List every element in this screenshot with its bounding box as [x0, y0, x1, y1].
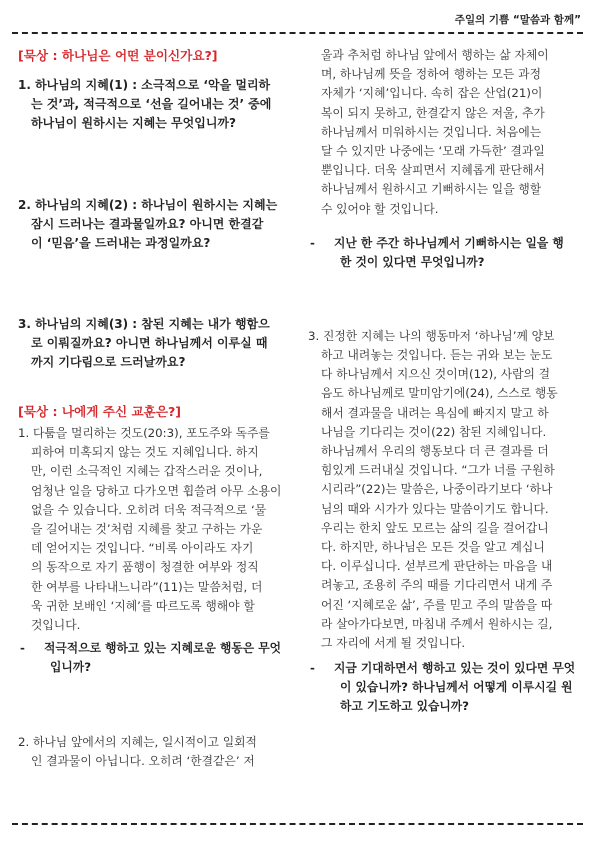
answer-3-line: 3. 진정한 지혜는 나의 행동마저 ‘하나님’께 양보: [308, 328, 555, 343]
question-3-line-2: 로 이뤄질까요? 아니면 하나님께서 이루실 때: [31, 336, 268, 350]
answer-3-line: 우리는 한치 앞도 모르는 삶의 길을 걸어갑니: [321, 520, 549, 535]
right-column: [308, 46, 580, 716]
question-3-line-1: 3. 하나님의 지혜(3) : 참된 지혜는 내가 행함으: [18, 317, 270, 331]
answer-1-line: 피하여 미혹되지 않는 것도 지혜입니다. 하지: [31, 445, 259, 460]
answer-3-line: 하고 내려놓는 것입니다. 듣는 귀와 보는 눈도: [321, 348, 553, 363]
answer-2-line: 달 수 있지만 나중에는 ‘모래 가득한’ 결과일: [321, 144, 545, 159]
answer-3-line: 음도 하나님께로 말미암기에(24), 스스로 행동: [321, 386, 558, 401]
answer-1-line: 의 동작으로 자기 품행이 청결한 여부와 정직: [31, 560, 259, 575]
section-title-meditation-god: [묵상 : 하나님은 어떤 분이신가요?]: [18, 48, 218, 63]
question-1-line-2: 는 것’과, 적극적으로 ‘선을 길어내는 것’ 중에: [31, 97, 272, 111]
discussion-3-line-1: 지금 기대하면서 행하고 있는 것이 있다면 무엇: [334, 661, 576, 676]
question-3-line-3: 까지 기다림으로 드러날까요?: [31, 355, 186, 369]
section-title-lesson: [묵상 : 나에게 주신 교훈은?]: [18, 404, 182, 419]
discussion-3-line-2: 이 있습니까? 하나님께서 어떻게 이루시길 원: [340, 680, 573, 695]
answer-1-line: 엄청난 일을 당하고 다가오면 휩쓸려 아무 소용이: [31, 483, 282, 498]
answer-2-line: 하나님께서 미워하시는 것입니다. 처음에는: [321, 124, 542, 139]
answer-2-line: 자체가 ‘지혜’입니다. 속히 잡은 산업(21)이: [321, 86, 543, 101]
answer-1-line: 데 얻어지는 것입니다. “비록 아이라도 자기: [31, 541, 254, 556]
answer-3-line: 다. 하지만, 하나님은 모든 것을 알고 계십니: [321, 540, 545, 555]
dash-marker: -: [310, 661, 315, 676]
answer-3-line: 시리라”(22)는 말씀은, 나중이라기보다 ‘하나: [321, 482, 553, 497]
answer-1-line: 것입니다.: [31, 618, 81, 633]
discussion-1-line-2: 입니까?: [50, 660, 92, 675]
answer-3-line: 나님을 기다리는 것이(22) 참된 지혜입니다.: [321, 424, 547, 439]
answer-2-line: 울과 추처럼 하나님 앞에서 행하는 삶 자체이: [321, 48, 549, 62]
discussion-question-3: [308, 659, 580, 716]
answer-3-line: 려놓고, 조용히 주의 때를 기다리면서 내게 주: [321, 578, 553, 593]
discussion-question-2: [308, 234, 580, 272]
answer-3-line: 님의 때와 시가가 있다는 말씀이기도 합니다.: [321, 501, 549, 516]
question-2-line-3: 이 ‘믿음’을 드러내는 과정일까요?: [31, 236, 211, 250]
answer-3-line: 하나님께서 우리의 행동보다 더 큰 결과를 더: [321, 444, 549, 459]
discussion-3-line-3: 하고 기도하고 있습니까?: [340, 699, 470, 714]
dash-marker: -: [310, 235, 315, 250]
page-header-title: 주일의 기쁨 “말씀과 함께”: [454, 14, 581, 26]
answer-1-line: 욱 귀한 보배인 ‘지혜’를 따르도록 행해야 할: [31, 598, 255, 613]
answer-2-line-1: 2. 하나님 앞에서의 지혜는, 일시적이고 일회적: [18, 735, 257, 750]
question-2-line-1: 2. 하나님의 지혜(2) : 하나님이 원하시는 지혜는: [18, 198, 278, 212]
answer-1-line: 1. 다툼을 멀리하는 것도(20:3), 포도주와 독주를: [18, 426, 270, 440]
discussion-2-line-2: 한 것이 있다면 무엇입니까?: [340, 254, 485, 269]
answer-1-line: 없을 수 있습니다. 오히려 더욱 적극적으로 ‘물: [31, 502, 267, 517]
answer-2-line: 며, 하나님께 뜻을 정하여 행하는 모든 과정: [321, 67, 541, 82]
answer-2-line: 수 있어야 할 것입니다.: [321, 201, 439, 216]
answer-3-line: 어진 ‘지혜로운 삶’, 주를 믿고 주의 말씀을 따: [321, 597, 553, 612]
answer-1-line: 한 여부를 나타내느니라”(11)는 말씀처럼, 더: [31, 579, 263, 594]
dash-marker: -: [20, 641, 25, 656]
top-dashed-rule: [12, 32, 583, 34]
left-column: [18, 46, 292, 772]
answer-3-line: 라 살아가다보면, 마침내 주께서 원하시는 길,: [321, 616, 553, 631]
answer-3-line: 다 하나님께서 지으신 것이며(12), 사람의 걸: [321, 367, 551, 382]
question-2-line-2: 잠시 드러나는 결과물일까요? 아니면 한결같: [31, 217, 264, 231]
answer-2-continued: [308, 46, 580, 219]
answer-3-line: 힘있게 드러내실 것입니다. “그가 너를 구원하: [321, 463, 555, 478]
question-1-line-1: 1. 하나님의 지혜(1) : 소극적으로 ‘악을 멀리하: [18, 78, 271, 92]
answer-2-line: 뿐입니다. 더욱 살피면서 지혜롭게 판단해서: [321, 163, 545, 178]
answer-3: [308, 327, 580, 653]
answer-3-line: 그 자리에 서게 될 것입니다.: [321, 636, 466, 651]
answer-3-line: 다. 이루십니다. 섣부르게 판단하는 마음을 내: [321, 559, 553, 574]
answer-1-line: 만, 이런 소극적인 지혜는 갑작스러운 것이나,: [31, 464, 263, 479]
answer-1-line: 을 길어내는 것’처럼 지혜를 찾고 구하는 가운: [31, 522, 263, 537]
answer-2-line: 하나님께서 원하시고 기뻐하시는 일을 행할: [321, 182, 542, 197]
discussion-question-1: [18, 639, 292, 677]
answer-3-line: 해서 결과물을 내려는 욕심에 빠지지 말고 하: [321, 405, 549, 420]
discussion-2-line-1: 지난 한 주간 하나님께서 기뻐하시는 일을 행: [334, 235, 564, 250]
answer-2-line-2: 인 결과물이 아닙니다. 오히려 ‘한결같은’ 저: [31, 754, 255, 769]
answer-1: [18, 424, 292, 635]
discussion-1-line-1: 적극적으로 행하고 있는 지혜로운 행동은 무엇: [44, 641, 282, 656]
answer-2-line: 복이 되지 못하고, 한결같지 않은 저울, 추가: [321, 105, 545, 120]
bottom-dashed-rule: [12, 823, 583, 825]
question-1-line-3: 하나님이 원하시는 지혜는 무엇입니까?: [31, 116, 236, 130]
